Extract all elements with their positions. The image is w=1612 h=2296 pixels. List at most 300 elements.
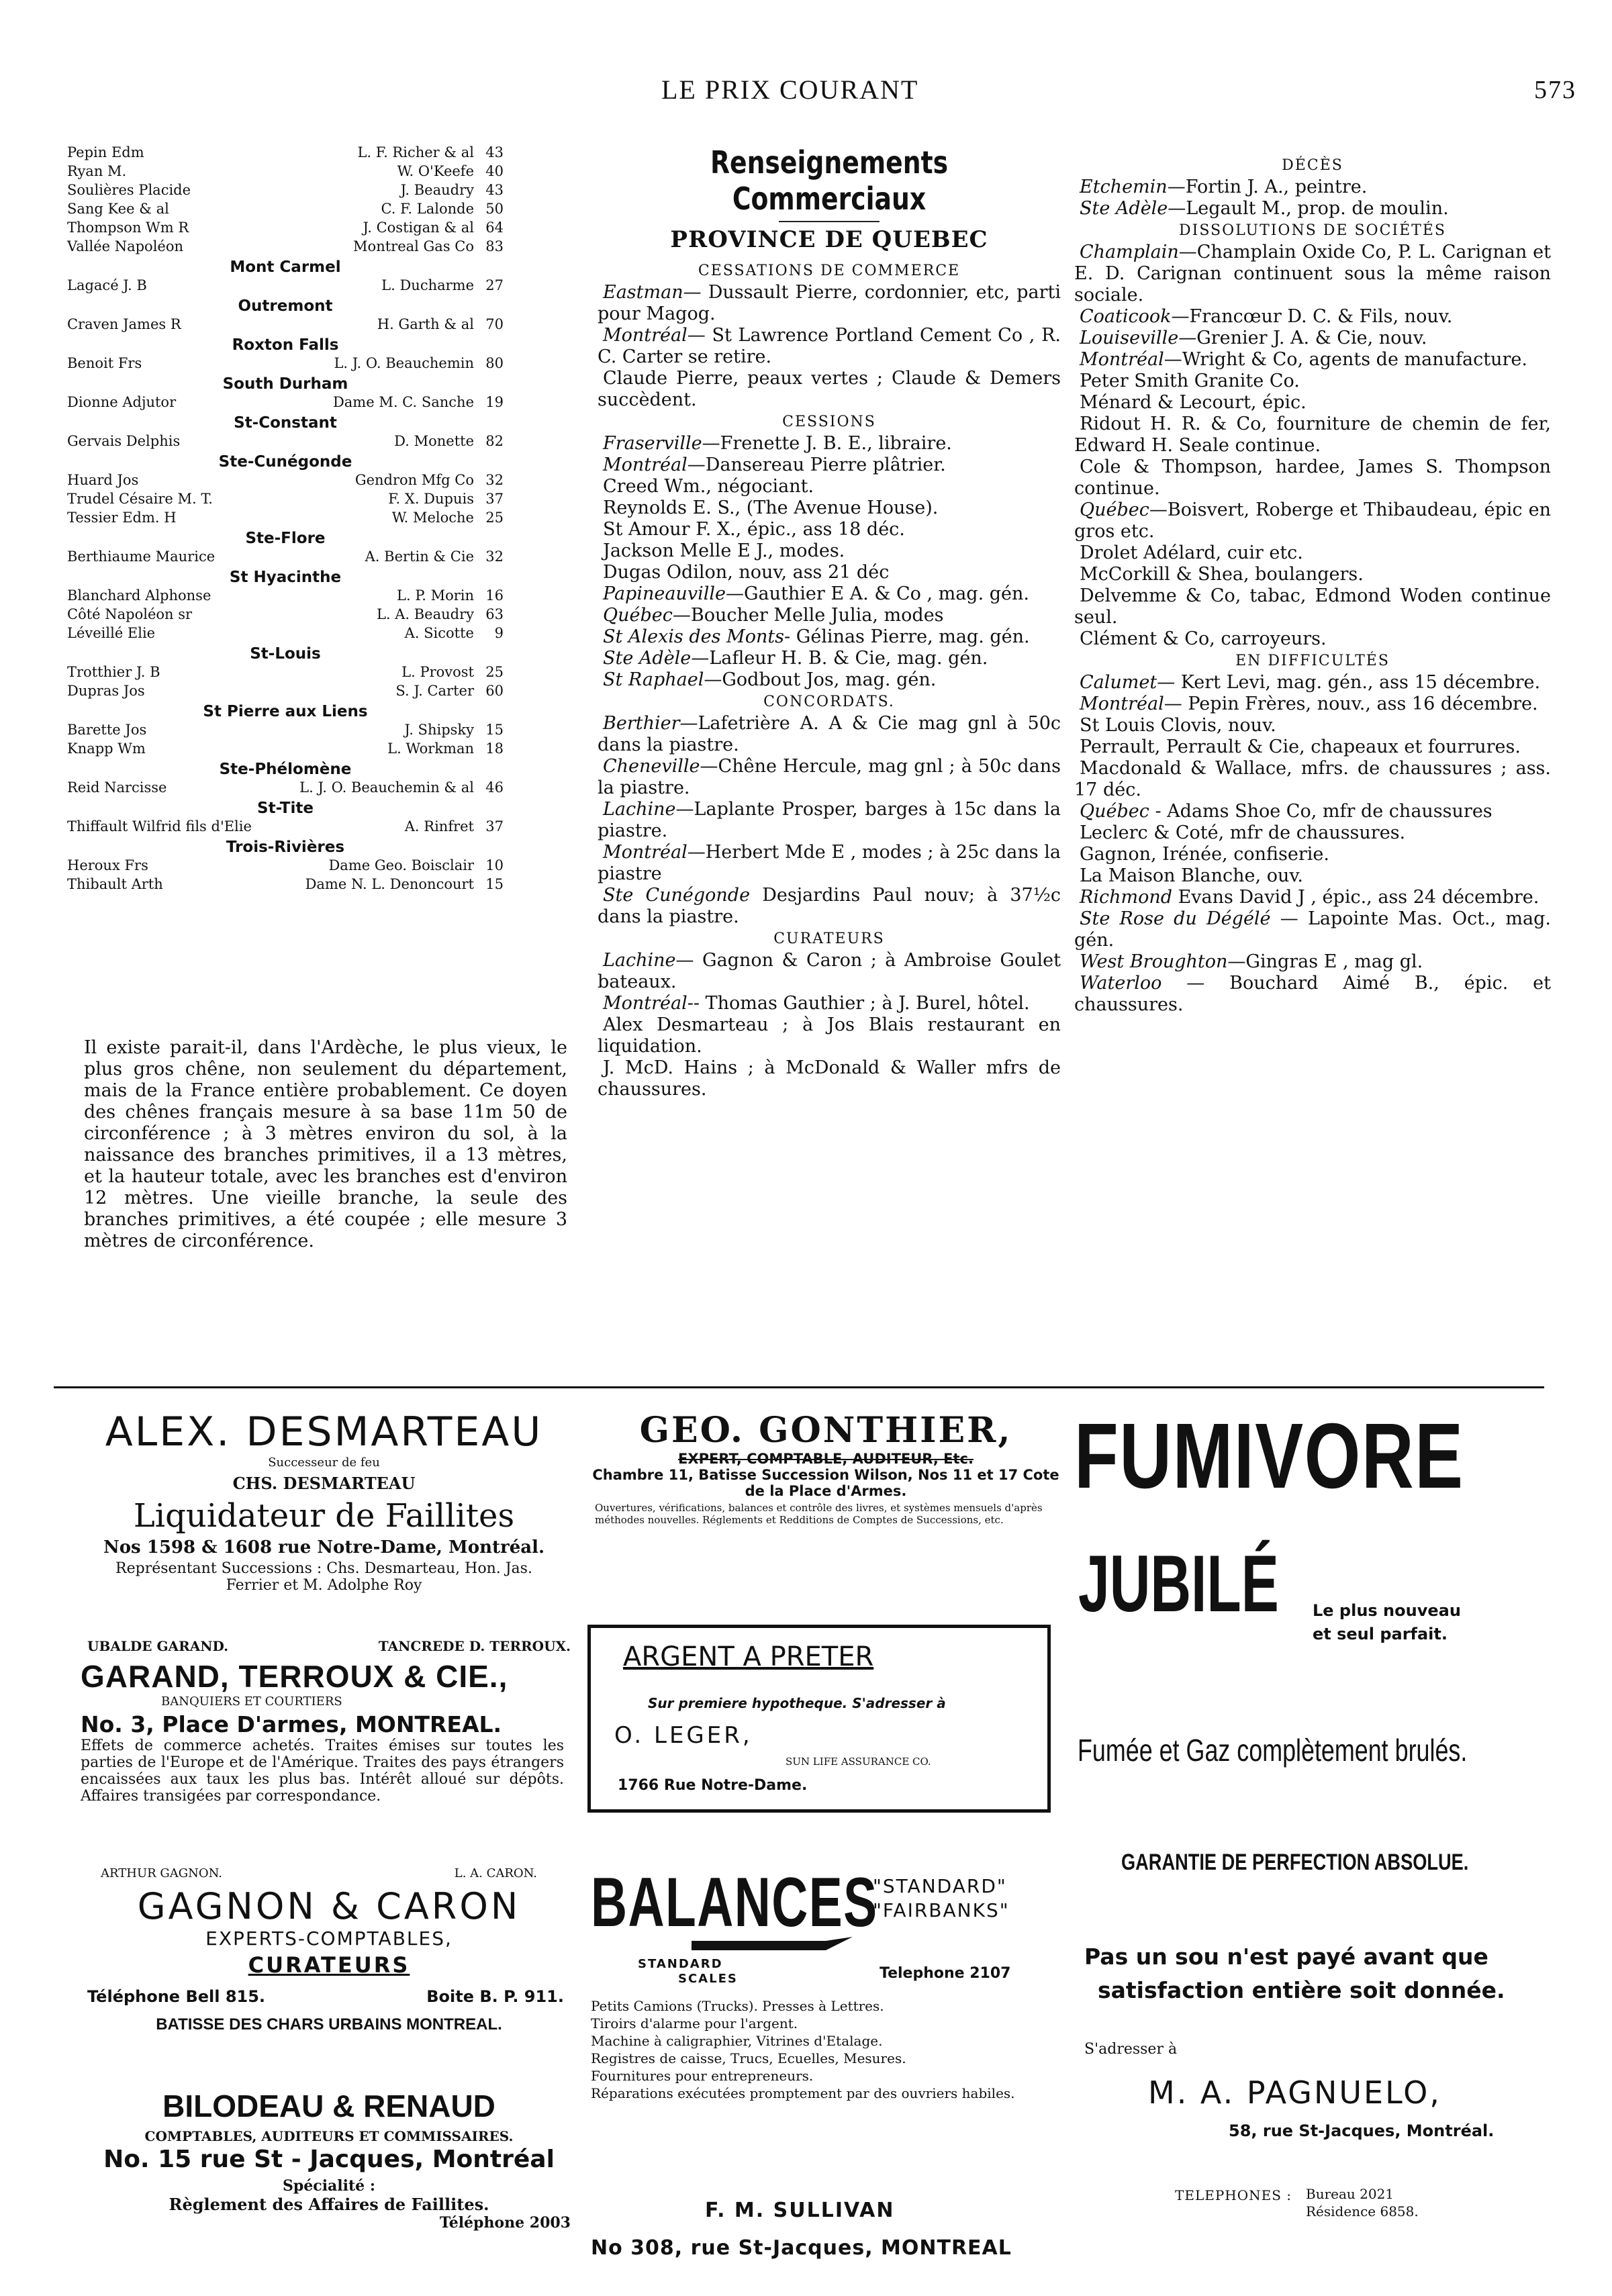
creditor-name: L. P. Morin <box>397 587 474 604</box>
place-name: West Broughton <box>1080 951 1228 972</box>
ad-title: BILODEAU & RENAUD <box>162 2089 495 2123</box>
ad-address: BATISSE DES CHARS URBAINS MONTREAL. <box>156 2015 502 2034</box>
ad-subline: JUBILÉ <box>1078 1539 1279 1629</box>
list-item <box>67 606 504 625</box>
town-heading: Ste-Cunégonde <box>218 453 352 471</box>
notice-text: - Adams Shoe Co, mfr de chaussures <box>1149 801 1492 822</box>
place-name: Lachine <box>603 799 676 820</box>
notice-entry <box>1074 951 1551 973</box>
ad-address: No 308, rue St-Jacques, MONTREAL <box>591 2236 1012 2260</box>
ad-address: 1766 Rue Notre-Dame. <box>618 1777 808 1794</box>
town-heading: St-Tite <box>257 800 314 817</box>
notice-entry <box>1074 844 1551 865</box>
notice-text: —Lafetrière A. A & Cie mag gnl à 50c dans la piastre. <box>598 713 1061 755</box>
creditor-name: C. F. Lalonde <box>381 201 474 217</box>
debtor-name: Thiffault Wilfrid fils d'Elie <box>67 818 252 834</box>
notice-text: Cole & Thompson, hardee, James S. Thompson continue. <box>1074 457 1551 499</box>
notice-text: Drolet Adélard, cuir etc. <box>1080 542 1303 563</box>
amount: 70 <box>485 316 504 332</box>
place-name: Montréal <box>603 842 688 863</box>
notice-text: La Maison Blanche, ouv. <box>1080 865 1303 886</box>
list-item <box>67 220 504 238</box>
place-name: Berthier <box>603 713 680 734</box>
notice-text: Reynolds E. S., (The Avenue House). <box>603 497 939 518</box>
debtor-name: Heroux Frs <box>67 857 148 873</box>
notice-text: Creed Wm., négociant. <box>603 476 814 497</box>
debtor-name: Trotthier J. B <box>67 664 160 680</box>
section-title: Renseignements Commerciaux <box>710 144 949 217</box>
debtor-name: Knapp Wm <box>67 740 146 757</box>
ad-address: No. 3, Place D'armes, MONTREAL. <box>81 1711 502 1737</box>
product-line: Machine à caligraphier, Vitrines d'Etalage. <box>591 2033 883 2049</box>
ad-text: Effets de commerce achetés. Traites émises sur toutes les parties de l'Europe et de l'Amérique. Traites des pays étrangers encaissées aux taux les plus bas. Intérêt alloué sur dépôts. Affaires transigées par correspondance. <box>81 1737 564 1805</box>
amount: 43 <box>485 144 504 160</box>
notice-entry <box>598 583 1061 605</box>
list-item <box>67 163 504 182</box>
notice-text: —Frenette J. B. E., libraire. <box>702 433 952 454</box>
ad-title: ALEX. DESMARTEAU <box>105 1408 543 1455</box>
place-name: Montréal <box>603 325 688 346</box>
notice-entry <box>1074 736 1551 758</box>
notice-entry <box>598 368 1061 411</box>
notice-entry <box>598 1014 1061 1057</box>
ad-title: BALANCES <box>591 1864 878 1942</box>
amount: 15 <box>485 876 504 892</box>
place-name: Coaticook <box>1080 306 1172 327</box>
notice-entry <box>1074 177 1551 198</box>
ad-phone: TELEPHONES : <box>1175 2187 1292 2203</box>
notice-entry <box>598 713 1061 756</box>
notice-entry <box>1074 564 1551 585</box>
creditor-name: L. F. Richer & al <box>357 144 474 160</box>
debtor-name: Lagacé J. B <box>67 277 147 293</box>
ad-fumivore <box>1074 1403 1558 2276</box>
list-item <box>67 664 504 683</box>
creditor-name: A. Bertin & Cie <box>365 548 474 565</box>
list-item <box>67 722 504 740</box>
list-item <box>67 316 504 335</box>
debtor-name: Sang Kee & al <box>67 201 169 217</box>
list-item <box>67 182 504 201</box>
town-heading: St Hyacinthe <box>229 569 342 586</box>
notice-text: —Gingras E , mag gl. <box>1227 951 1423 972</box>
place-name: Louiseville <box>1080 328 1179 348</box>
ad-phone: Telephone 2107 <box>880 1965 1011 1982</box>
notice-entry <box>598 519 1061 540</box>
notice-text: — Bouchard Aimé B., épic. et chaussures. <box>1074 973 1551 1015</box>
amount: 50 <box>485 201 504 217</box>
curateurs-label: CURATEURS <box>248 1952 410 1978</box>
ad-subline: SCALES <box>678 1972 738 1986</box>
notice-text: —Dansereau Pierre plâtrier. <box>687 455 946 475</box>
debtor-name: Thibault Arth <box>67 876 163 892</box>
list-item <box>67 472 504 491</box>
ad-address: 58, rue St-Jacques, Montréal. <box>1229 2121 1495 2140</box>
ad-phone: Bureau 2021 <box>1306 2186 1394 2202</box>
creditor-name: Montreal Gas Co <box>353 238 474 254</box>
ad-role: Liquidateur de Faillites <box>133 1497 515 1535</box>
renseignements-column <box>598 144 1061 1100</box>
place-name: Québec <box>1080 499 1149 520</box>
section-heading: CESSIONS <box>782 414 876 430</box>
notice-entry <box>598 950 1061 993</box>
creditor-name: L. Workman <box>387 740 474 757</box>
amount: 32 <box>485 548 504 565</box>
notice-entry <box>598 993 1061 1014</box>
notice-entry <box>598 282 1061 325</box>
debtor-name: Huard Jos <box>67 472 139 488</box>
notice-text: —Gauthier E A. & Co , mag. gén. <box>725 583 1029 604</box>
ad-tagline: et seul parfait. <box>1313 1625 1448 1643</box>
product-line: Petits Camions (Trucks). Presses à Lettres. <box>591 1998 884 2014</box>
ad-address: Nos 1598 & 1608 rue Notre-Dame, Montréal. <box>103 1537 545 1558</box>
debtor-name: Pepin Edm <box>67 144 144 160</box>
amount: 16 <box>485 587 504 604</box>
amount: 25 <box>485 510 504 526</box>
ad-argent-a-preter <box>587 1625 1051 1813</box>
place-name: Waterloo <box>1080 973 1162 994</box>
notice-entry <box>1074 887 1551 908</box>
notice-text: —Boucher Melle Julia, modes <box>672 605 944 626</box>
debtor-name: Reid Narcisse <box>67 779 167 796</box>
ad-phone: Résidence 6858. <box>1306 2203 1419 2219</box>
debtor-name: Barette Jos <box>67 722 147 738</box>
notice-text: — Kert Levi, mag. gén., ass 15 décembre. <box>1157 672 1541 693</box>
notice-text: — Dussault Pierre, cordonnier, etc, parti pour Magog. <box>598 282 1061 324</box>
ad-title: ARGENT A PRETER <box>623 1641 874 1672</box>
list-item <box>67 433 504 452</box>
ad-subline: Sur premiere hypotheque. S'adresser à <box>648 1695 946 1711</box>
notice-entry <box>1074 328 1551 349</box>
notice-text: —Boisvert, Roberge et Thibaudeau, épic en gros etc. <box>1074 499 1551 542</box>
ad-desmarteau <box>74 1408 574 1594</box>
creditor-name: F. X. Dupuis <box>388 491 474 507</box>
town-heading: Mont Carmel <box>230 258 341 276</box>
notice-entry <box>1074 822 1551 844</box>
creditor-name: L. J. O. Beauchemin & al <box>299 779 474 796</box>
list-item <box>67 683 504 702</box>
ad-subline: STANDARD <box>638 1957 723 1971</box>
notice-entry <box>598 540 1061 562</box>
notice-text: —Laplante Prosper, barges à 15c dans la piastre. <box>598 799 1061 841</box>
creditor-name: J. Costigan & al <box>363 220 474 236</box>
debtor-name: Soulières Placide <box>67 182 191 198</box>
notice-text: —Godbout Jos, mag. gén. <box>704 669 937 690</box>
creditor-name: A. Sicotte <box>404 625 474 641</box>
debtor-name: Trudel Césaire M. T. <box>67 491 213 507</box>
notice-entry <box>1074 585 1551 628</box>
ad-text: Représentant Successions : Chs. Desmarteau, Hon. Jas. Ferrier et M. Adolphe Roy <box>115 1560 532 1594</box>
arrow-icon <box>692 1935 853 1956</box>
notice-entry <box>598 1057 1061 1100</box>
place-name: Ste Adèle <box>1080 198 1168 219</box>
notice-entry <box>1074 801 1551 822</box>
partner-name: L. A. CARON. <box>454 1866 537 1880</box>
list-item <box>67 355 504 374</box>
notice-entry <box>1074 371 1551 392</box>
place-name: Etchemin <box>1080 177 1168 197</box>
notice-entry <box>598 799 1061 842</box>
notice-text: — St Lawrence Portland Cement Co , R. C. Carter se retire. <box>598 325 1061 367</box>
debtor-name: Côté Napoléon sr <box>67 606 193 622</box>
page-divider <box>54 1386 1544 1388</box>
debtor-name: Léveillé Elie <box>67 625 156 641</box>
debtor-name: Ryan M. <box>67 163 127 179</box>
place-name: Montréal <box>603 455 688 475</box>
place-name: Champlain <box>1080 242 1179 262</box>
notice-text: Leclerc & Coté, mfr de chaussures. <box>1080 822 1406 843</box>
notice-entry <box>598 756 1061 799</box>
creditor-name: L. J. O. Beauchemin <box>334 355 474 371</box>
creditor-name: Dame M. C. Sanche <box>332 394 474 410</box>
amount: 10 <box>485 857 504 873</box>
partner-name: TANCREDE D. TERROUX. <box>378 1638 571 1654</box>
notice-entry <box>1074 908 1551 951</box>
creditor-name: Dame N. L. Denoncourt <box>305 876 474 892</box>
amount: 15 <box>485 722 504 738</box>
place-name: Cheneville <box>603 756 700 777</box>
notice-text: Peter Smith Granite Co. <box>1080 371 1300 391</box>
list-item <box>67 201 504 220</box>
notice-entry <box>1074 628 1551 650</box>
list-item <box>67 277 504 296</box>
ad-subline: "STANDARD" <box>873 1875 1007 1897</box>
notice-text: - Gélinas Pierre, mag. gén. <box>784 626 1030 647</box>
place-name: Eastman <box>603 282 683 303</box>
creditor-name: J. Beaudry <box>400 182 474 198</box>
place-name: Richmond <box>1080 887 1173 908</box>
province-title: PROVINCE DE QUEBEC <box>670 226 988 253</box>
creditor-name: Gendron Mfg Co <box>354 472 474 488</box>
ad-phone: Téléphone 2003 <box>439 2214 571 2232</box>
notice-entry <box>1074 306 1551 328</box>
right-notices-column <box>1074 154 1551 1016</box>
creditor-name: Dame Geo. Boisclair <box>328 857 474 873</box>
amount: 37 <box>485 491 504 507</box>
town-heading: St Pierre aux Liens <box>203 703 368 720</box>
notice-text: —Legault M., prop. de moulin. <box>1168 198 1449 219</box>
amount: 18 <box>485 740 504 757</box>
notice-entry <box>1074 973 1551 1016</box>
ad-name: M. A. PAGNUELO, <box>1148 2074 1441 2111</box>
place-name: St Raphael <box>603 669 704 690</box>
notice-entry <box>598 605 1061 626</box>
list-item <box>67 238 504 257</box>
product-line: Fournitures pour entrepreneurs. <box>591 2068 814 2084</box>
place-name: Montréal <box>1080 693 1164 714</box>
notice-text: Perrault, Perrault & Cie, chapeaux et fourrures. <box>1080 736 1521 757</box>
ad-subline: S'adresser à <box>1084 2041 1178 2058</box>
notice-entry <box>598 433 1061 455</box>
notice-text: — Gagnon & Caron ; à Ambroise Goulet bateaux. <box>598 950 1061 992</box>
notice-entry <box>1074 242 1551 306</box>
town-heading: St-Constant <box>234 414 337 432</box>
notice-entry <box>1074 349 1551 371</box>
amount: 27 <box>485 277 504 293</box>
ad-text: GARANTIE DE PERFECTION ABSOLUE. <box>1121 1850 1469 1875</box>
ad-gagnon-caron <box>81 1866 577 2034</box>
list-item <box>67 876 504 895</box>
notice-entry <box>598 497 1061 519</box>
notice-entry <box>1074 457 1551 499</box>
notice-text: —Chêne Hercule, mag gnl ; à 50c dans la piastre. <box>598 756 1061 798</box>
debtor-name: Tessier Edm. H <box>67 510 177 526</box>
notice-entry <box>1074 672 1551 693</box>
notice-entry <box>1074 414 1551 457</box>
notice-entry <box>598 669 1061 691</box>
notice-text: Ménard & Lecourt, épic. <box>1080 392 1307 413</box>
amount: 64 <box>485 220 504 236</box>
place-name: Montréal <box>1080 349 1164 370</box>
ad-subline: EXPERT, COMPTABLE, AUDITEUR, Etc. <box>678 1451 974 1467</box>
notice-text: McCorkill & Shea, boulangers. <box>1080 564 1364 585</box>
oak-paragraph: Il existe parait-il, dans l'Ardèche, le plus vieux, le plus gros chêne, non seulement du département, mais de la France entière probablement. Ce doyen des chênes français mesure à sa base 11m 50 de circonférence ; à 3 mètres environ du sol, à la naissance des branches primitives, il a 13 mètres, et la hauteur totale, avec les branches est d'environ 12 mètres. Une vieille branche, la seule des branches primitives, a été coupée ; elle mesure 3 mètres de circonférence. <box>84 1037 567 1251</box>
creditor-name: A. Rinfret <box>404 818 474 834</box>
notice-entry <box>1074 865 1551 887</box>
notice-text: Dugas Odilon, nouv, ass 21 déc <box>603 562 890 583</box>
ad-gonthier <box>584 1410 1068 1526</box>
ad-tagline: Le plus nouveau <box>1313 1601 1461 1620</box>
list-item <box>67 510 504 528</box>
ad-subline: BANQUIERS ET COURTIERS <box>161 1694 342 1709</box>
ad-address: No. 15 rue St - Jacques, Montréal <box>103 2146 555 2173</box>
town-heading: Ste-Flore <box>245 530 326 547</box>
amount: 63 <box>485 606 504 622</box>
amount: 60 <box>485 683 504 699</box>
debtor-name: Vallée Napoléon <box>67 238 184 254</box>
partner-name: UBALDE GARAND. <box>87 1638 229 1654</box>
section-heading: DÉCÈS <box>1282 157 1343 174</box>
amount: 37 <box>485 818 504 834</box>
place-name: Ste Cunégonde <box>603 885 751 906</box>
creditor-name: W. Meloche <box>391 510 474 526</box>
creditor-name: H. Garth & al <box>377 316 474 332</box>
notice-text: Ridout H. R. & Co, fourniture de chemin de fer, Edward H. Seale continue. <box>1074 414 1551 456</box>
notice-text: —Fortin J. A., peintre. <box>1167 177 1368 197</box>
notice-text: St Louis Clovis, nouv. <box>1080 715 1276 736</box>
creditor-name: D. Monette <box>394 433 474 449</box>
notice-text: — Pepin Frères, nouv., ass 16 décembre. <box>1164 693 1538 714</box>
list-item <box>67 779 504 798</box>
notice-entry <box>598 885 1061 928</box>
notice-text: —Champlain Oxide Co, P. L. Carignan et E. D. Carignan continuent sous la même raison sociale. <box>1074 242 1551 305</box>
debtor-name: Dupras Jos <box>67 683 145 699</box>
notice-entry <box>598 455 1061 476</box>
notice-text: — Lapointe Mas. Oct., mag. gén. <box>1074 908 1551 951</box>
ad-box: Boite B. P. 911. <box>426 1987 564 2006</box>
product-line: Tiroirs d'alarme pour l'argent. <box>591 2015 798 2031</box>
ad-address: Chambre 11, Batisse Succession Wilson, Nos 11 et 17 Cote de la Place d'Armes. <box>592 1467 1059 1499</box>
ad-title: GARAND, TERROUX & CIE., <box>81 1659 508 1694</box>
partner-name: ARTHUR GAGNON. <box>101 1866 222 1880</box>
creditor-name: J. Shipsky <box>404 722 474 738</box>
bankruptcy-list <box>67 144 504 895</box>
balances-items <box>591 1997 1034 2102</box>
ad-subline: Successeur de feu <box>268 1455 380 1470</box>
notice-text: J. McD. Hains ; à McDonald & Waller mfrs de chaussures. <box>598 1057 1061 1100</box>
notice-text: Jackson Melle E J., modes. <box>603 540 845 561</box>
notice-entry <box>1074 499 1551 542</box>
ad-text: Pas un sou n'est payé avant que <box>1084 1944 1488 1970</box>
list-item <box>67 394 504 413</box>
list-item <box>67 548 504 567</box>
ad-phone: Téléphone Bell 815. <box>87 1987 266 2006</box>
notice-text: Alex Desmarteau ; à Jos Blais restaurant en liquidation. <box>598 1014 1061 1057</box>
debtor-name: Berthiaume Maurice <box>67 548 216 565</box>
ad-title: GEO. GONTHIER, <box>639 1410 1012 1451</box>
notice-entry <box>1074 693 1551 715</box>
notice-text: -- Thomas Gauthier ; à J. Burel, hôtel. <box>687 993 1030 1014</box>
amount: 80 <box>485 355 504 371</box>
town-heading: Ste-Phélomène <box>219 761 352 778</box>
amount: 43 <box>485 182 504 198</box>
notice-text: Desjardins Paul nouv; à 37½c dans la piastre. <box>598 885 1061 927</box>
creditor-name: W. O'Keefe <box>397 163 474 179</box>
notice-text: Delvemme & Co, tabac, Edmond Woden continue seul. <box>1074 585 1551 628</box>
notice-text: —Wright & Co, agents de manufacture. <box>1164 349 1527 370</box>
ad-subline <box>81 1952 577 1978</box>
notice-text: Gagnon, Irénée, confiserie. <box>1080 844 1329 865</box>
list-item <box>67 491 504 510</box>
notice-text: —Herbert Mde E , modes ; à 25c dans la piastre <box>598 842 1061 884</box>
creditor-name: L. Ducharme <box>381 277 474 293</box>
section-heading: EN DIFFICULTÉS <box>1235 653 1390 669</box>
notice-entry <box>1074 758 1551 801</box>
ad-title: GAGNON & CARON <box>137 1885 521 1927</box>
page-title: LE PRIX COURANT <box>661 75 919 105</box>
ad-garand <box>81 1638 571 1805</box>
amount: 82 <box>485 433 504 449</box>
notice-entry <box>598 562 1061 583</box>
debtor-name: Craven James R <box>67 316 181 332</box>
ad-subline: SUN LIFE ASSURANCE CO. <box>786 1756 931 1768</box>
notice-entry <box>598 325 1061 368</box>
place-name: Québec <box>1080 801 1149 822</box>
section-heading: CESSATIONS DE COMMERCE <box>698 262 961 279</box>
notice-entry <box>1074 392 1551 414</box>
creditor-name: L. Provost <box>401 664 474 680</box>
town-heading: Outremont <box>238 297 333 315</box>
town-heading: South Durham <box>222 375 348 393</box>
notice-entry <box>1074 198 1551 220</box>
page-number: 573 <box>1534 76 1576 104</box>
notice-text: —Grenier J. A. & Cie, nouv. <box>1178 328 1427 348</box>
place-name: Montréal <box>603 993 688 1014</box>
ad-bilodeau <box>81 2088 577 2232</box>
notice-entry <box>1074 715 1551 736</box>
creditor-name: L. A. Beaudry <box>376 606 474 622</box>
amount: 25 <box>485 664 504 680</box>
product-line: Réparations exécutées promptement par des ouvriers habiles. <box>591 2085 1015 2101</box>
amount: 9 <box>494 625 504 641</box>
list-item <box>67 625 504 644</box>
town-heading: Trois-Rivières <box>226 839 345 856</box>
ad-text: Ouvertures, vérifications, balances et contrôle des livres, et systèmes mensuels d'après méthodes nouvelles. Réglements et Redditions de Comptes de Successions, etc. <box>595 1502 1043 1526</box>
product-line: Registres de caisse, Trucs, Ecuelles, Mesures. <box>591 2050 906 2066</box>
creditor-name: S. J. Carter <box>395 683 474 699</box>
list-item <box>67 144 504 163</box>
list-item <box>67 587 504 606</box>
ad-subline: COMPTABLES, AUDITEURS ET COMMISSAIRES. <box>144 2128 514 2144</box>
place-name: St Alexis des Monts <box>603 626 785 647</box>
notice-entry <box>598 626 1061 648</box>
notice-entry <box>598 842 1061 885</box>
list-item <box>67 857 504 876</box>
place-name: Ste Rose du Dégélé <box>1080 908 1271 929</box>
ad-name: F. M. SULLIVAN <box>705 2199 895 2222</box>
place-name: Québec <box>603 605 673 626</box>
ad-subline: EXPERTS-COMPTABLES, <box>205 1927 453 1950</box>
